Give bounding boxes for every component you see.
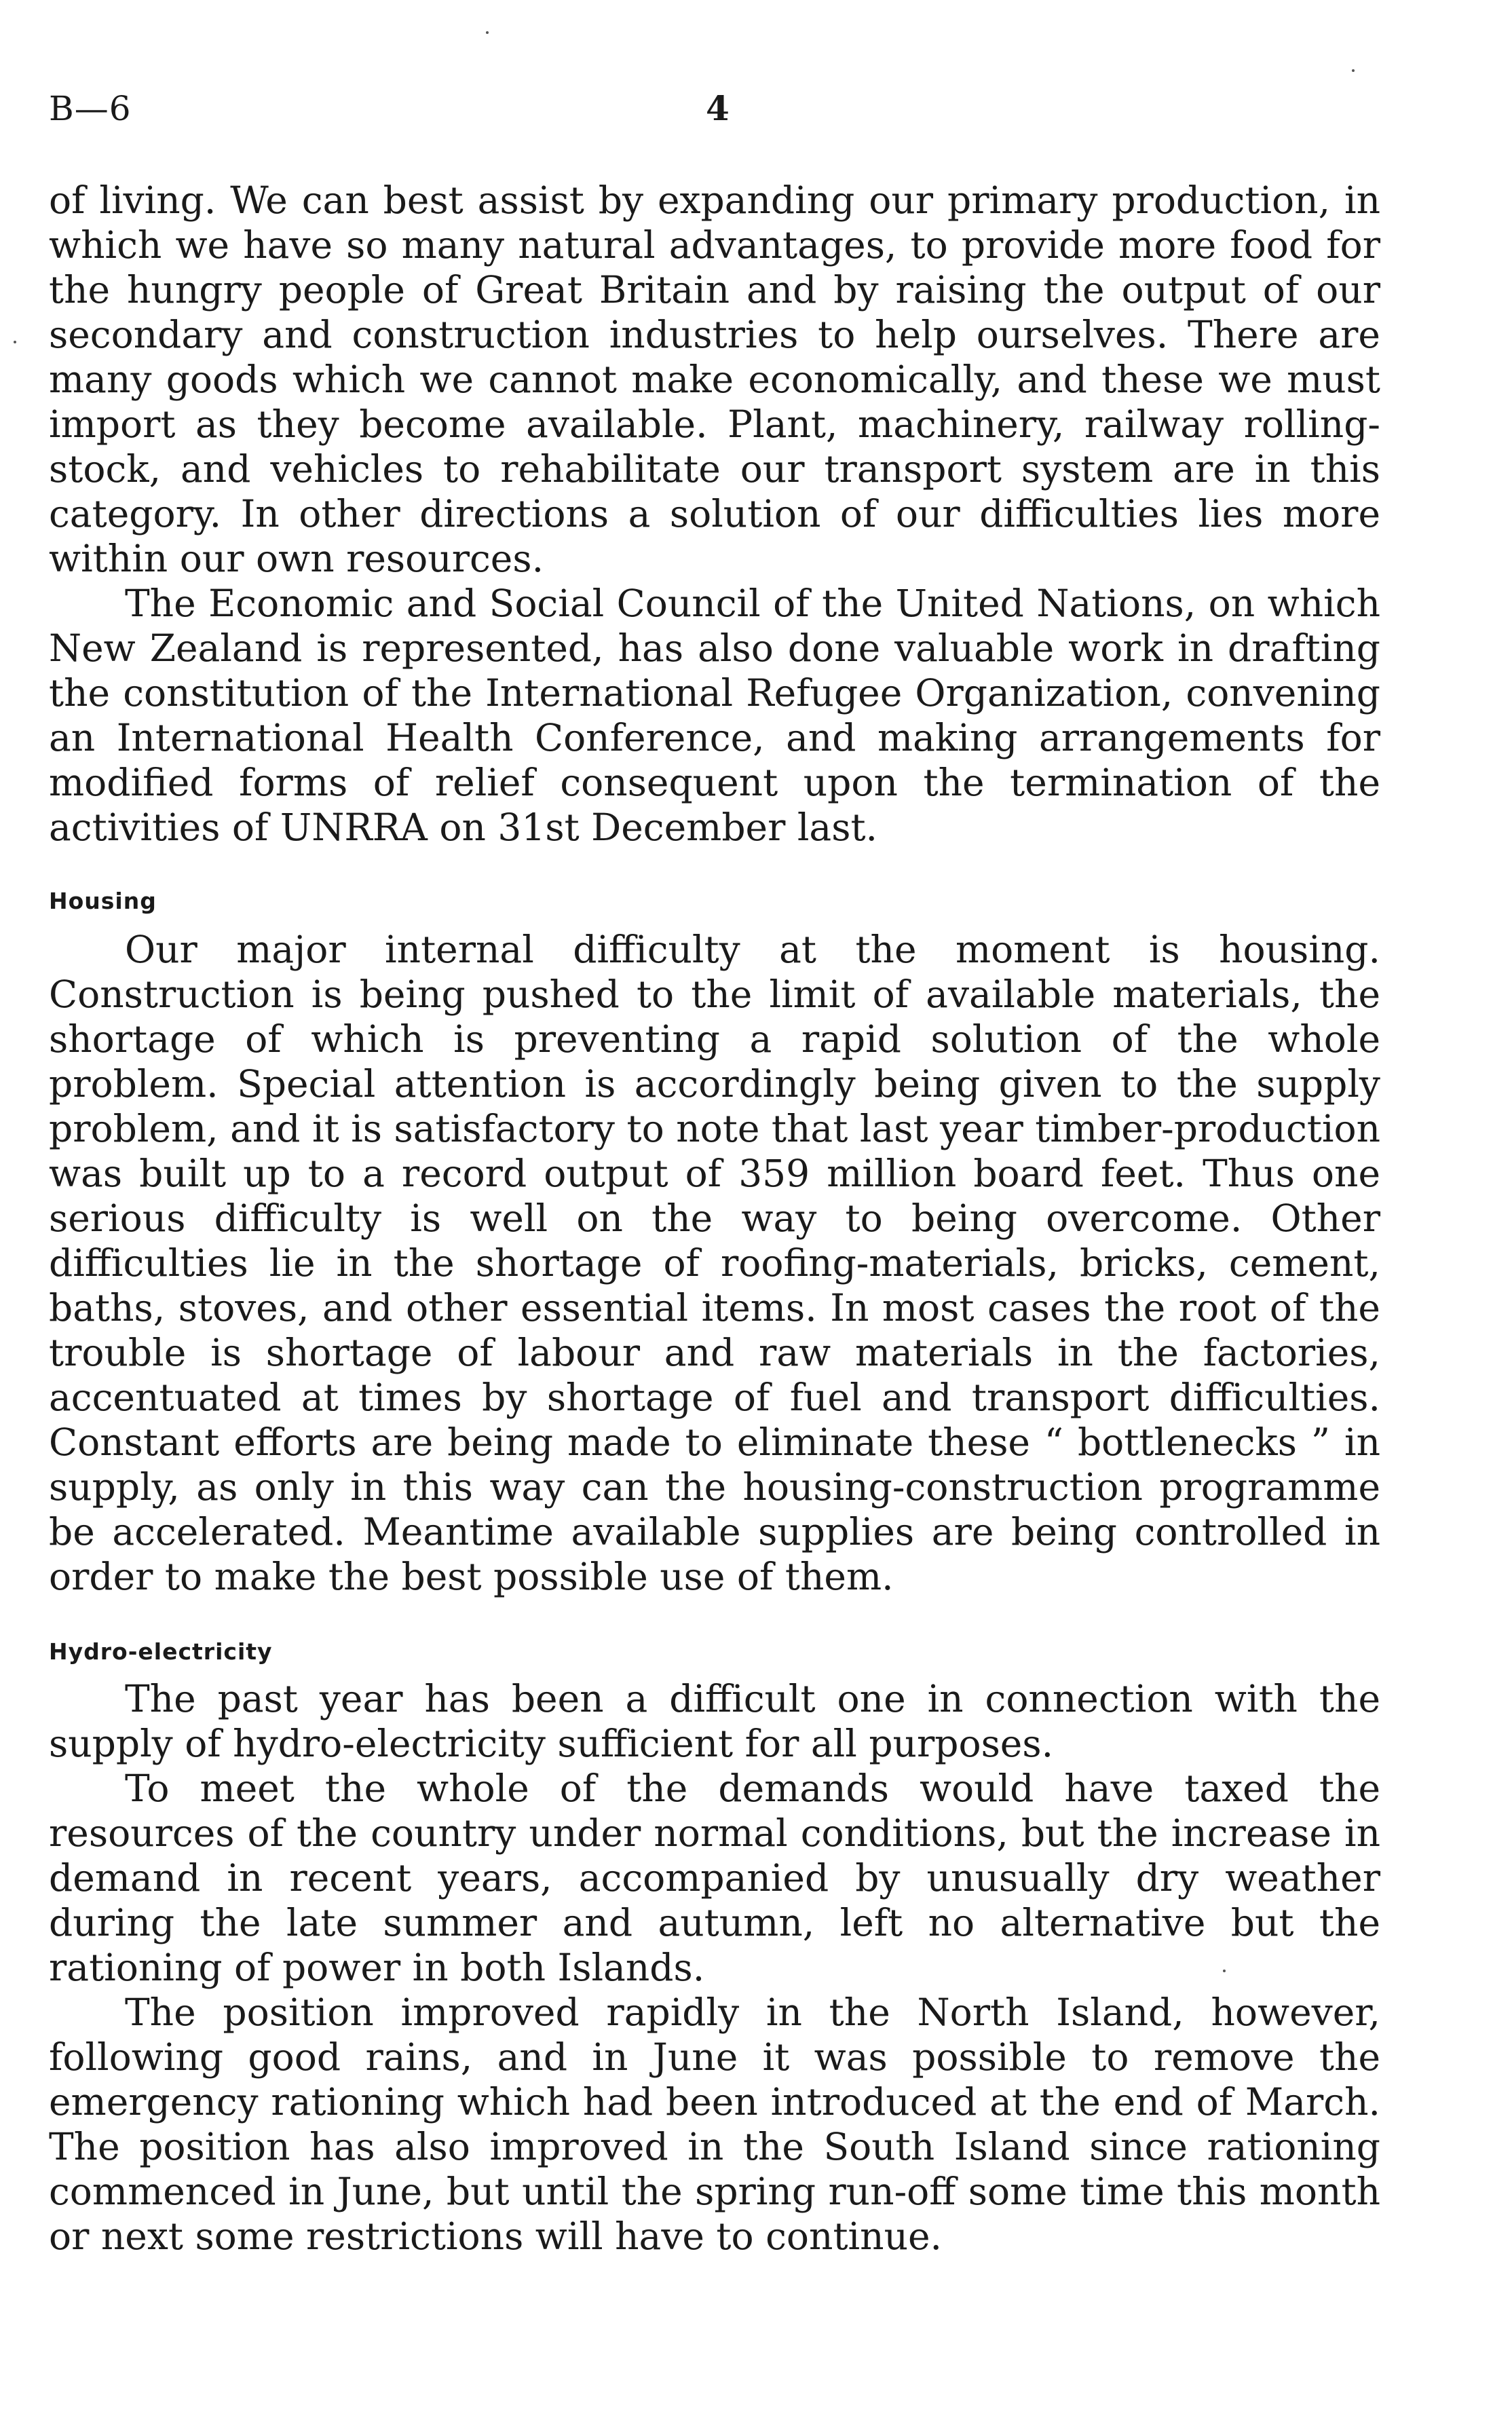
- scan-speck: [14, 341, 16, 343]
- section-heading-hydro-electricity: Hydro-electricity: [49, 1638, 273, 1665]
- scan-speck: [1352, 69, 1355, 72]
- body-paragraph: Our major internal difficulty at the moment is housing. Construction is being pushed to the limit of available materials, the shortage of which is preventing a rapid solution of the whole problem. Special attention is accordingly being given to the supply problem, and it is satisfactory to note that last year timber-production was built up to a record output of 359 million board feet. Thus one serious difficulty is well on the way to being overcome. Other difficulties lie in the shortage of roofing-materials, bricks, cement, baths, stoves, and other essential items. In most cases the root of the trouble is shortage of labour and raw materials in the factories, accentuated at times by shortage of fuel and transport difficulties. Constant efforts are being made to eliminate these “ bottlenecks ” in supply, as only in this way can the housing-construction programme be accelerated. Meantime available supplies are being controlled in order to make the best possible use of them.: [49, 928, 1380, 1598]
- body-paragraph: of living. We can best assist by expanding our primary production, in which we have so many natural advantages, to provide more food for the hungry people of Great Britain and by raising the output of our secondary and construction industries to help ourselves. There are many goods which we cannot make economically, and these we must import as they become available. Plant, machinery, railway rolling-stock, and vehicles to rehabilitate our transport system are in this category. In other directions a solution of our difficulties lies more within our own resources.: [49, 178, 1380, 580]
- page-header: [49, 88, 1399, 136]
- body-paragraph: The Economic and Social Council of the United Nations, on which New Zealand is represented, has also done valuable work in drafting the constitution of the International Refugee Organization, convening an International Health Conference, and making arrangements for modified forms of relief consequent upon the termination of the activities of UNRRA on 31st December last.: [49, 582, 1380, 849]
- body-paragraph: To meet the whole of the demands would have taxed the resources of the country under normal conditions, but the increase in demand in recent years, accompanied by unusually dry weather during the late summer and autumn, left no alternative but the rationing of power in both Islands.: [49, 1767, 1380, 1989]
- body-paragraph: The past year has been a difficult one in connection with the supply of hydro-electricity sufficient for all purposes.: [49, 1677, 1380, 1765]
- section-heading-housing: Housing: [49, 888, 157, 914]
- body-paragraph: The position improved rapidly in the North Island, however, following good rains, and in June it was possible to remove the emergency rationing which had been introduced at the end of March. The position has also improved in the South Island since rationing commenced in June, but until the spring run-off some time this month or next some restrictions will have to continue.: [49, 1991, 1380, 2258]
- page-body: [49, 178, 1380, 2259]
- page-number: 4: [706, 88, 730, 128]
- document-reference: B—6: [49, 89, 132, 128]
- scan-speck: [486, 31, 489, 34]
